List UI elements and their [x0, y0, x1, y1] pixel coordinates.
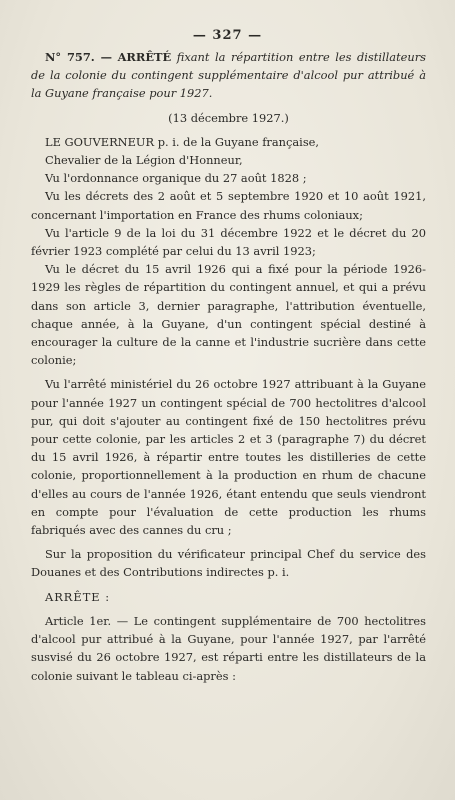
arrete-label: ARRÊTE : [45, 589, 111, 604]
decree-heading: ARRÊTÉ [117, 50, 172, 64]
visa-decrets-1920: Vu les décrets des 2 août et 5 septembre 1920 et 10 août 1921, concernant l'importation en France des rhums coloniaux; [31, 189, 426, 222]
visa-decret-1926: Vu le décret du 15 avril 1926 qui a fixé pour la période 1926-1929 les règles de répartition du contingent annuel, et qui a prévu dans son article 3, dernier paragraphe, l'attribution éventuelle, chaque année, à la Guyane, d'un contingent spécial destiné à encourager la culture de la canne et l'industrie sucrière dans cette colonie; [31, 262, 426, 368]
decree-date: (13 décembre 1927.) [168, 110, 289, 125]
decree-number: N° 757. — [45, 50, 113, 64]
chevalier-line: Chevalier de la Légion d'Honneur, [45, 153, 243, 168]
decree-title [31, 48, 426, 103]
article-1: Article 1er. — Le contingent supplémentaire de 700 hectolitres d'alcool pur attribué à la Guyane, pour l'année 1927, par l'arrêté susvisé du 26 octobre 1927, est réparti entre les distillateurs de la colonie suivant le tableau ci-après : [31, 613, 426, 683]
visa-arrete-ministeriel: Vu l'arrêté ministériel du 26 octobre 1927 attribuant à la Guyane pour l'année 1927 un contingent spécial de 700 hectolitres d'alcool pur, qui doit s'ajouter au contingent fixé de 150 hectolitres prévu pour cette colonie, par les articles 2 et 3 (paragraphe 7) du décret du 15 avril 1926, à répartir entre toutes les distilleries de cette colonie, proportionnellement à la production en rhum de chacune d'elles au cours de l'année 1926, étant entendu que seuls viendront en compte pour l'évaluation de cette production les rhums fabriqués avec des cannes du cru ; [31, 377, 426, 538]
visa-ordonnance: Vu l'ordonnance organique du 27 août 1828 ; [45, 171, 307, 186]
visa-loi-1922: Vu l'article 9 de la loi du 31 décembre 1922 et le décret du 20 février 1923 complété par celui du 13 avril 1923; [31, 225, 426, 259]
page-number: — 327 — [192, 28, 263, 43]
proposition-line: Sur la proposition du vérificateur principal Chef du service des Douanes et des Contributions indirectes p. i. [31, 547, 426, 580]
decree-subject: fixant la répartition entre les distillateurs de la colonie du contingent supplémentaire d'alcool pur attribué à la Guyane française pour 1927. [31, 50, 427, 101]
governor-line: LE GOUVERNEUR p. i. de la Guyane française, [45, 134, 320, 149]
document-body [31, 48, 426, 685]
